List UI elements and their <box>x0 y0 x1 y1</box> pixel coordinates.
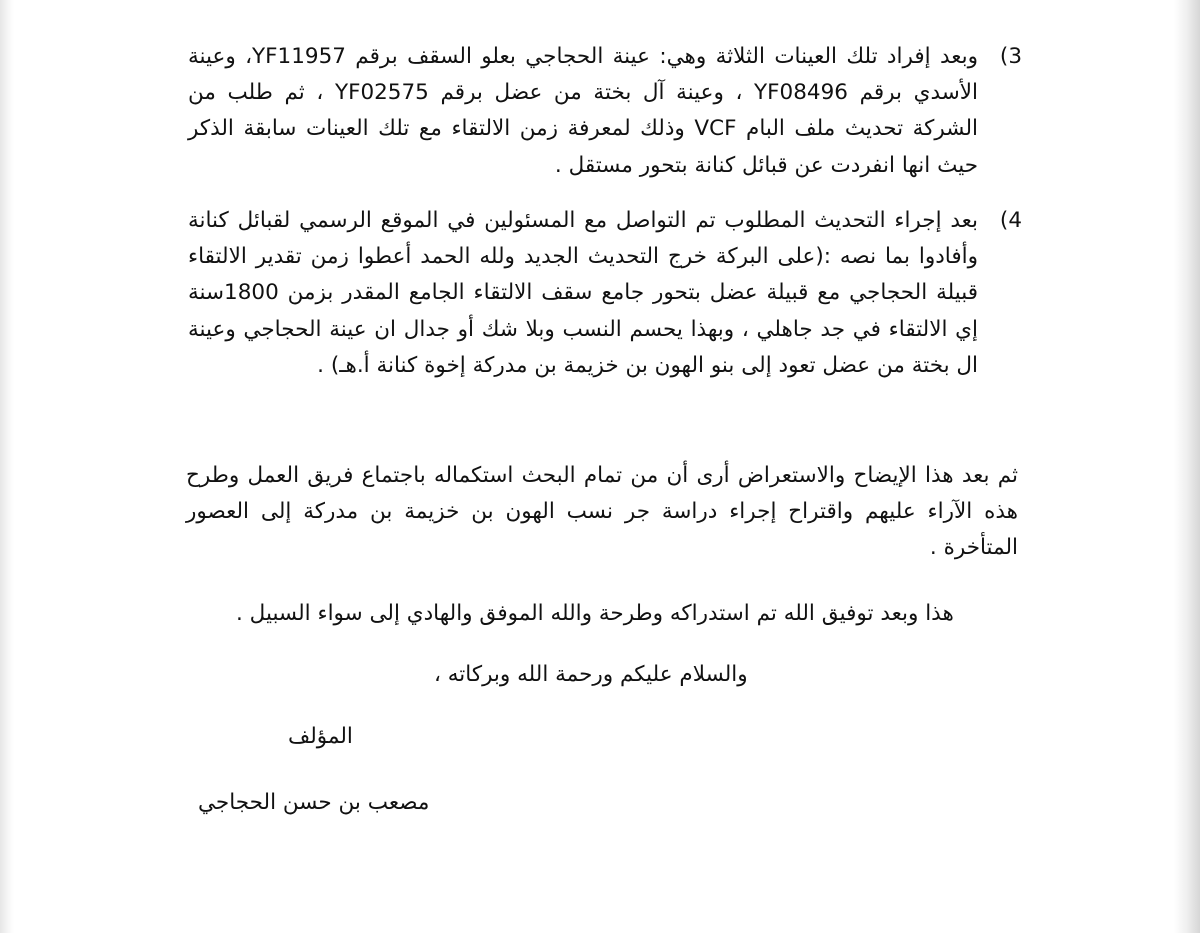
closing-line: هذا وبعد توفيق الله تم استدراكه وطرحة والله الموفق والهادي إلى سواء السبيل . <box>236 601 954 626</box>
list-item-number: 4) <box>999 208 1022 233</box>
page-edge-left <box>0 0 14 933</box>
salutation: والسلام عليكم ورحمة الله وبركاته ، <box>434 662 748 687</box>
author-label: المؤلف <box>288 724 353 749</box>
page-edge-right <box>1174 0 1200 933</box>
author-name: مصعب بن حسن الحجاجي <box>198 790 430 815</box>
conclusion-paragraph: ثم بعد هذا الإيضاح والاستعراض أرى أن من تمام البحث استكماله باجتماع فريق العمل وطرح هذه الآراء عليهم واقتراح إجراء دراسة جر نسب الهون بن خزيمة بن مدركة إلى العصور المتأخرة . <box>186 463 1018 561</box>
list-item-text: بعد إجراء التحديث المطلوب تم التواصل مع المسئولين في الموقع الرسمي لقبائل كنانة وأفادوا بما نصه :(على البركة خرج التحديث الجديد ولله الحمد أعطوا زمن تقدير الالتقاء قبيلة الحجاجي مع قبيلة عضل بتحور جامع سقف الالتقاء الجامع المقدر بزمن 1800سنة إي الالتقاء في جد جاهلي ، وبهذا يحسم النسب وبلا شك أو جدال ان عينة الحجاجي وعينة ال بختة من عضل تعود إلى بنو الهون بن خزيمة بن مدركة إخوة كنانة أ.هـ) . <box>188 208 978 378</box>
list-item-number: 3) <box>999 44 1022 69</box>
list-item-3 <box>188 39 1022 184</box>
document-page <box>20 0 1174 933</box>
list-item-text: وبعد إفراد تلك العينات الثلاثة وهي: عينة الحجاجي بعلو السقف برقم YF11957، وعينة الأسدي برقم YF08496 ، وعينة آل بختة من عضل برقم YF02575 ، ثم طلب من الشركة تحديث ملف البام VCF وذلك لمعرفة زمن الالتقاء مع تلك العينات سابقة الذكر حيث انها انفردت عن قبائل كنانة بتحور مستقل . <box>188 44 978 178</box>
list-item-4 <box>188 203 1022 384</box>
